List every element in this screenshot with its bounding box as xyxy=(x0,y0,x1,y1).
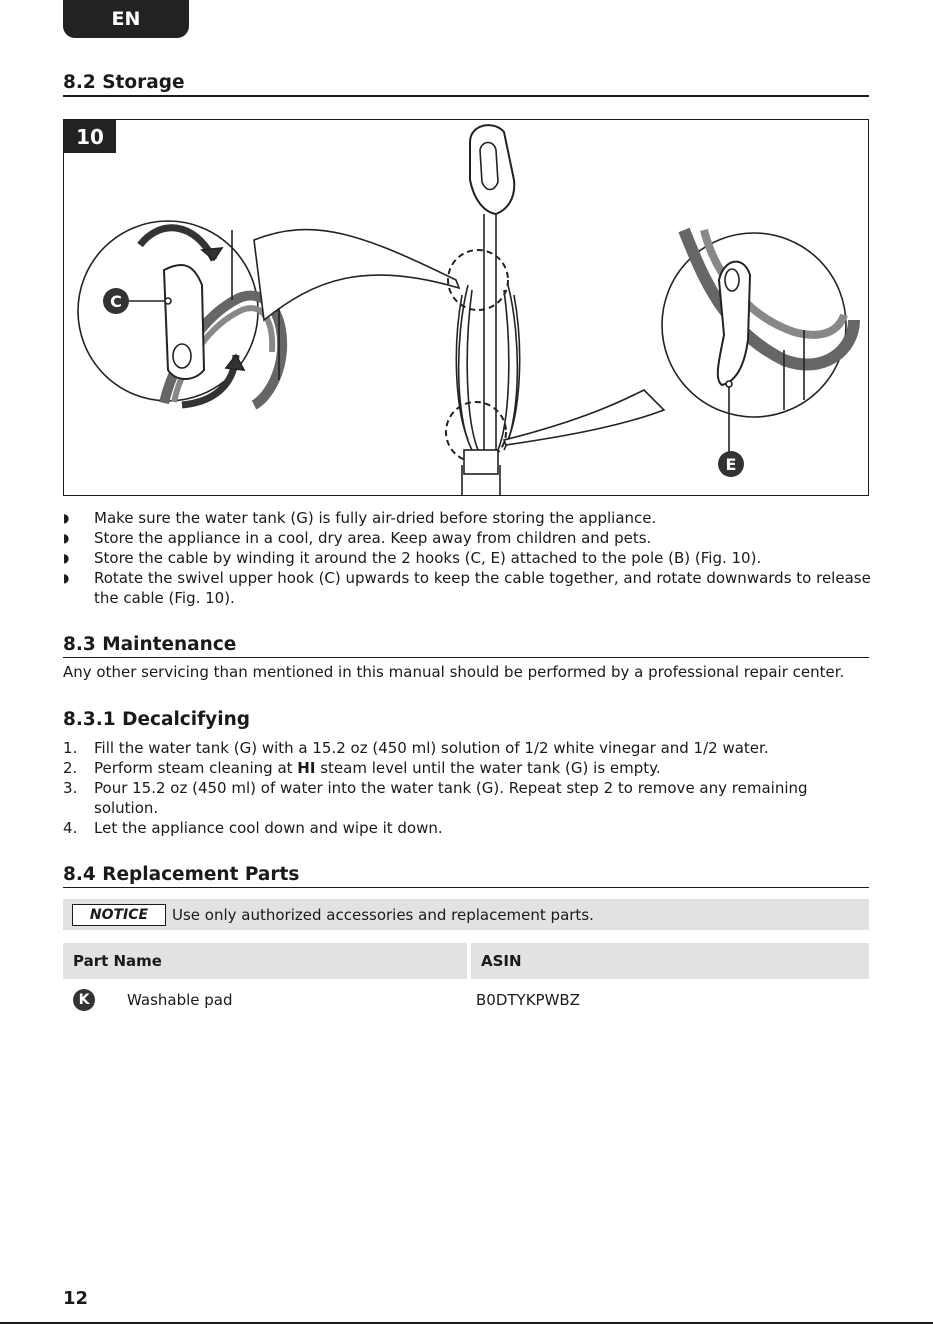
list-item: ◗ Store the appliance in a cool, dry area. Keep away from children and pets. xyxy=(63,529,652,547)
storage-figure xyxy=(63,119,869,496)
bullet-icon: ◗ xyxy=(63,531,70,545)
maintenance-heading: 8.3 Maintenance xyxy=(63,634,869,658)
maintenance-text: Any other servicing than mentioned in this manual should be performed by a professional repair center. xyxy=(63,663,845,681)
figure-number: 10 xyxy=(64,120,116,153)
language-tab: EN xyxy=(63,0,189,38)
bullet-icon: ◗ xyxy=(63,551,70,565)
part-key-icon: K xyxy=(73,989,95,1011)
part-name-cell xyxy=(63,989,471,1011)
parts-table xyxy=(63,943,869,1021)
asin-cell: B0DTYKPWBZ xyxy=(476,991,580,1009)
storage-bullet-list xyxy=(63,508,873,608)
cable-storage-illustration xyxy=(64,120,868,495)
decalcifying-steps xyxy=(63,738,823,838)
notice-text: Use only authorized accessories and replacement parts. xyxy=(172,905,594,924)
page-number: 12 xyxy=(63,1288,89,1309)
notice-label: NOTICE xyxy=(72,904,166,926)
list-item: 4. Let the appliance cool down and wipe it down. xyxy=(63,819,443,837)
column-header-asin: ASIN xyxy=(471,943,869,979)
storage-heading: 8.2 Storage xyxy=(63,72,869,97)
table-header xyxy=(63,943,869,979)
list-item: 1. Fill the water tank (G) with a 15.2 oz (450 ml) solution of 1/2 white vinegar and 1/2 water. xyxy=(63,739,769,757)
bullet-icon: ◗ xyxy=(63,511,70,525)
replacement-heading: 8.4 Replacement Parts xyxy=(63,864,869,888)
list-item: ◗ Store the cable by winding it around the 2 hooks (C, E) attached to the pole (B) (Fig. 10). xyxy=(63,549,762,567)
list-item: ◗ Make sure the water tank (G) is fully air-dried before storing the appliance. xyxy=(63,509,657,527)
column-header-part-name: Part Name xyxy=(63,943,467,979)
callout-e-label: E xyxy=(725,455,737,474)
decalcifying-heading: 8.3.1 Decalcifying xyxy=(63,709,250,730)
list-item: 3. Pour 15.2 oz (450 ml) of water into the water tank (G). Repeat step 2 to remove any remaining solution. xyxy=(63,779,808,817)
list-item: ◗ Rotate the swivel upper hook (C) upwards to keep the cable together, and rotate downwards to release the cable (Fig. 10). xyxy=(63,569,871,607)
part-name: Washable pad xyxy=(127,991,233,1009)
callout-c-label: C xyxy=(110,292,122,311)
table-row xyxy=(63,979,869,1021)
notice-bar xyxy=(63,899,869,930)
list-item: 2. Perform steam cleaning at HI steam level until the water tank (G) is empty. xyxy=(63,759,661,777)
bullet-icon: ◗ xyxy=(63,571,70,585)
